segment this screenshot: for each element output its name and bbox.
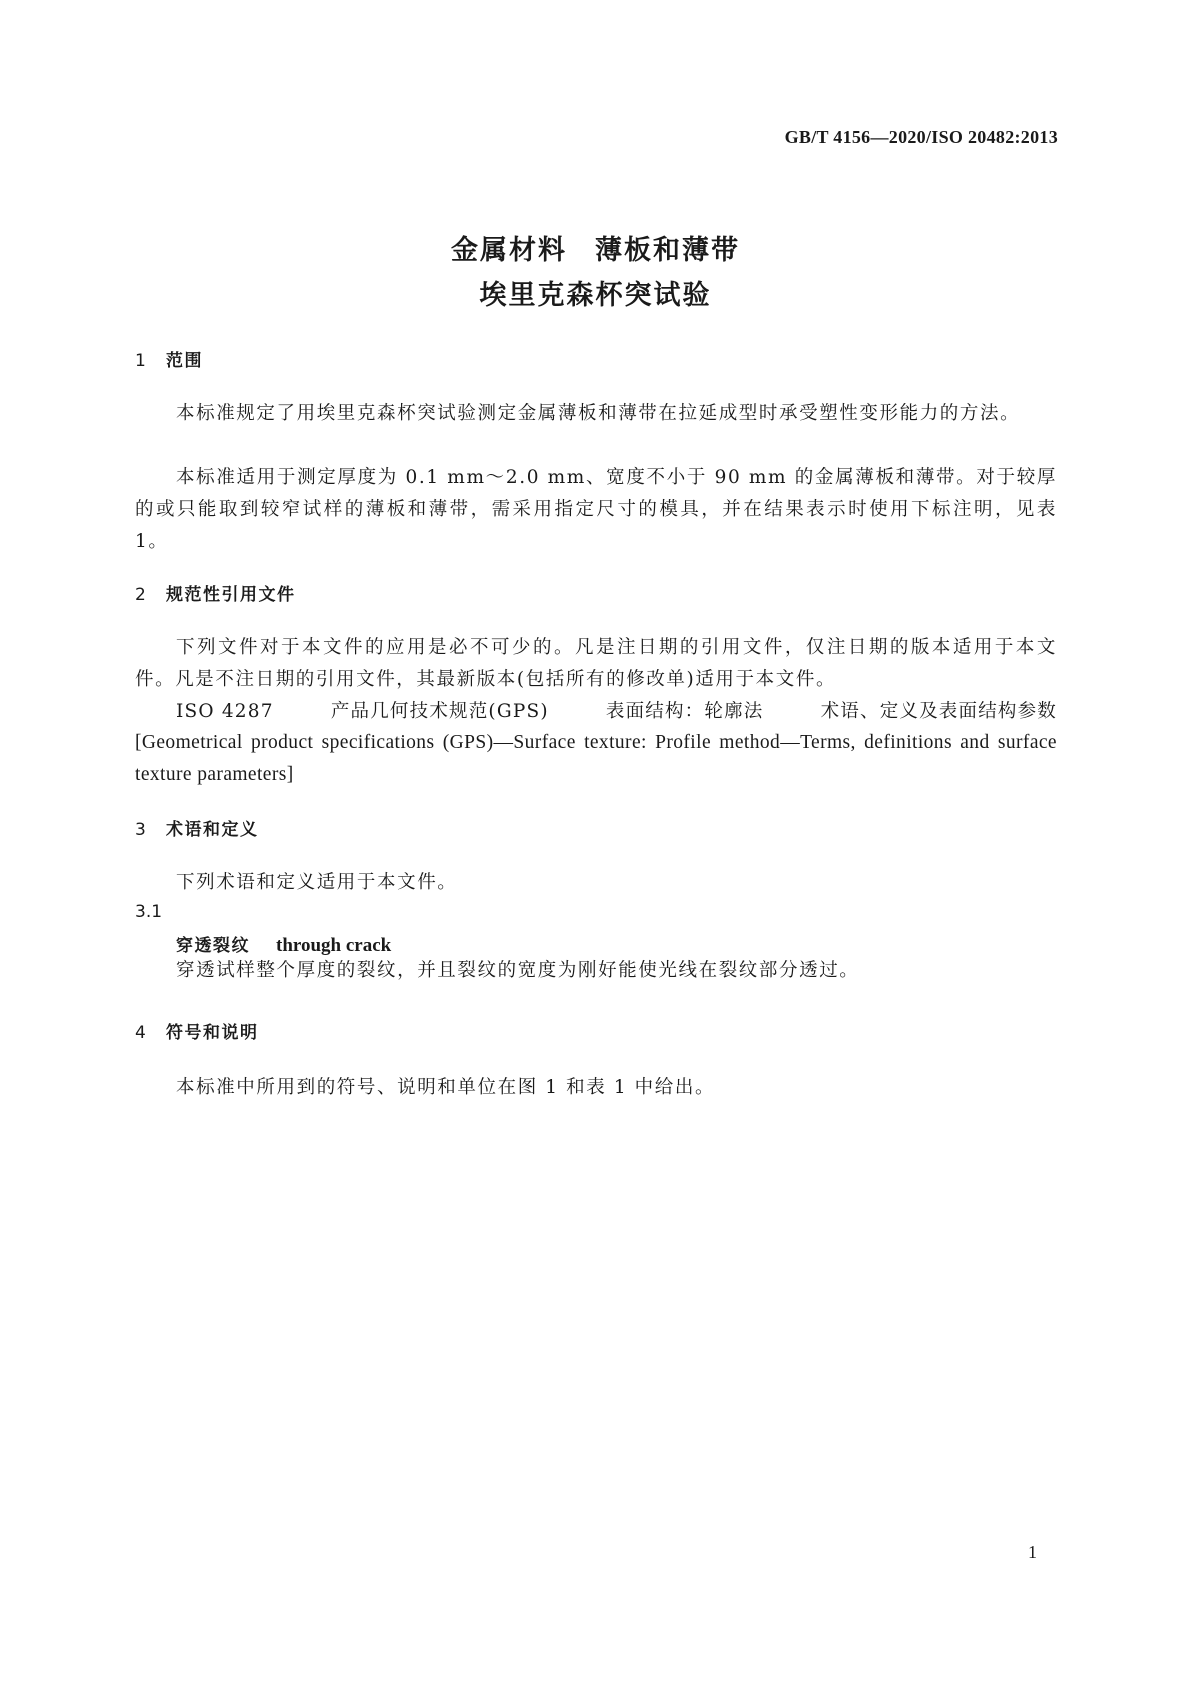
section-1-paragraph-2: 本标准适用于测定厚度为 0.1 mm～2.0 mm、宽度不小于 90 mm 的金属薄板和薄带。对于较厚的或只能取到较窄试样的薄板和薄带，需采用指定尺寸的模具，并在结果表示时使用下标注明，见表 1。 (135, 467, 1057, 552)
term-definition: 穿透试样整个厚度的裂纹，并且裂纹的宽度为刚好能使光线在裂纹部分透过。 (176, 960, 860, 981)
section-3-title: 术语和定义 (166, 820, 259, 840)
term-cn: 穿透裂纹 (176, 936, 250, 956)
section-2-heading (135, 580, 296, 605)
subclause-number: 3.1 (135, 902, 163, 922)
term-en: through crack (276, 935, 392, 956)
section-2-number: 2 (135, 585, 148, 605)
section-3-heading (135, 815, 259, 840)
reference-title-en: [Geometrical product specifications (GPS)—Surface texture: Profile method—Terms, definitions and surface texture parameters] (135, 732, 1057, 785)
section-1-number: 1 (135, 351, 148, 371)
section-1-heading (135, 346, 203, 371)
section-3-number: 3 (135, 820, 148, 840)
section-4-heading (135, 1018, 259, 1043)
section-4-paragraph-1: 本标准中所用到的符号、说明和单位在图 1 和表 1 中给出。 (176, 1077, 716, 1098)
reference-title-cn-2: 表面结构：轮廓法 (605, 701, 764, 722)
document-title-line-1 (0, 228, 1191, 267)
title-part-2: 薄板和薄带 (595, 235, 740, 266)
normative-reference-entry (135, 696, 1057, 728)
section-4-number: 4 (135, 1023, 148, 1043)
section-3-paragraph-1: 下列术语和定义适用于本文件。 (176, 872, 458, 893)
title-part-1: 金属材料 (451, 235, 567, 266)
section-4-title: 符号和说明 (166, 1023, 259, 1043)
term-entry (176, 931, 391, 957)
section-2-title: 规范性引用文件 (166, 585, 296, 605)
section-1-title: 范围 (166, 351, 203, 371)
section-1-paragraph-1: 本标准规定了用埃里克森杯突试验测定金属薄板和薄带在拉延成型时承受塑性变形能力的方法。 (176, 403, 1021, 424)
section-2-paragraph-1: 下列文件对于本文件的应用是必不可少的。凡是注日期的引用文件，仅注日期的版本适用于本文件。凡是不注日期的引用文件，其最新版本(包括所有的修改单)适用于本文件。 (135, 637, 1057, 690)
reference-title-cn-3: 术语、定义及表面结构参数 (820, 701, 1057, 722)
reference-title-cn-1: 产品几何技术规范(GPS) (330, 701, 549, 722)
standard-number: GB/T 4156—2020/ISO 20482:2013 (784, 127, 1058, 147)
page-number: 1 (1028, 1542, 1037, 1562)
document-title-line-2: 埃里克森杯突试验 (479, 280, 712, 311)
reference-code: ISO 4287 (176, 701, 274, 722)
